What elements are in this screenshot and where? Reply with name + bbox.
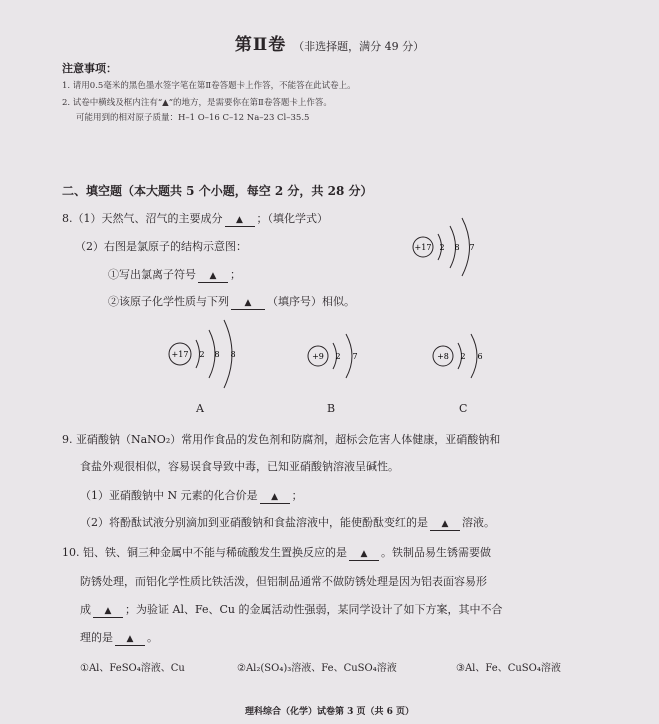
option-label-a: A (196, 402, 204, 415)
answer-blank[interactable]: ▲ (349, 548, 379, 561)
page-footer: 理科综合（化学）试卷第 3 页（共 6 页） (244, 707, 415, 717)
shell-electrons: 2 (199, 350, 205, 359)
answer-blank[interactable]: ▲ (231, 297, 265, 310)
q8-part2: （2）右图是氯原子的结构示意图： (75, 240, 247, 253)
notice-item-2: 2. 试卷中横线及框内注有“▲”的地方，是需要你在第Ⅱ卷答题卡上作答。 (62, 98, 332, 108)
title-main: 第Ⅱ卷 (234, 35, 287, 55)
answer-blank[interactable]: ▲ (225, 214, 255, 227)
q10-line-4: 理的是 ▲ 。 (80, 631, 158, 644)
option-label-c: C (459, 402, 468, 415)
electron-shell-arc (462, 218, 470, 276)
notice-heading: 注意事项： (62, 62, 117, 75)
q10-line-2: 防锈处理，而铝化学性质比铁活泼，但铝制品通常不做防锈处理是因为铝表面容易形 (80, 575, 487, 588)
page-title (0, 30, 659, 55)
notice-item-3: 可能用到的相对原子质量：H–1 O–16 C–12 Na–23 Cl–35.5 (76, 113, 310, 123)
q10-line-1: 10. 铝、铁、铜三种金属中不能与稀硫酸发生置换反应的是 ▲ 。铁制品易生锈需要做 (62, 546, 491, 559)
electron-shell-arc (471, 334, 477, 378)
q10-line-3: 成 ▲ ；为验证 Al、Fe、Cu 的金属活动性强弱，某同学设计了如下方案，其中不合 (80, 603, 503, 616)
q10-option-1: ①Al、FeSO₄溶液、Cu (80, 663, 185, 674)
q10-option-2: ②Al₂(SO₄)₃溶液、Fe、CuSO₄溶液 (237, 663, 397, 674)
nucleus-charge: +17 (171, 350, 189, 359)
atom-diagram-option-c (425, 326, 505, 388)
nucleus-charge: +17 (414, 243, 432, 252)
title-subtitle: （非选择题，满分 49 分） (293, 40, 425, 53)
answer-blank[interactable]: ▲ (115, 633, 145, 646)
q9-line-1: 9. 亚硝酸钠（NaNO₂）常用作食品的发色剂和防腐剂，超标会危害人体健康，亚硝酸钠和 (62, 433, 501, 446)
option-label-b: B (327, 402, 336, 415)
nucleus-charge: +9 (312, 352, 324, 361)
answer-blank[interactable]: ▲ (198, 270, 228, 283)
q10-option-3: ③Al、Fe、CuSO₄溶液 (456, 663, 561, 674)
answer-blank[interactable]: ▲ (260, 491, 290, 504)
shell-electrons: 7 (352, 352, 358, 361)
q8-sub1: ①写出氯离子符号 ▲ ； (108, 268, 241, 281)
q8-sub2: ②该原子化学性质与下列 ▲ （填序号）相似。 (108, 295, 355, 308)
electron-shell-arc (346, 334, 352, 378)
shell-electrons: 8 (214, 350, 220, 359)
nucleus-charge: +8 (437, 352, 449, 361)
q8-part1: 8.（1）天然气、沼气的主要成分 ▲ ；（填化学式） (62, 212, 328, 225)
section-heading: 二、填空题（本大题共 5 个小题，每空 2 分，共 28 分） (62, 184, 373, 198)
shell-electrons: 2 (335, 352, 341, 361)
answer-blank[interactable]: ▲ (430, 518, 460, 531)
notice-item-1: 1. 请用0.5毫米的黑色墨水签字笔在第Ⅱ卷答题卡上作答，不能答在此试卷上。 (62, 81, 356, 91)
shell-electrons: 7 (469, 243, 475, 252)
shell-electrons: 8 (230, 350, 236, 359)
atom-diagram-option-a (160, 316, 260, 392)
shell-electrons: 2 (439, 243, 445, 252)
answer-blank[interactable]: ▲ (93, 605, 123, 618)
atom-diagram-option-b (300, 326, 380, 388)
q9-line-2: 食盐外观很相似，容易误食导致中毒，已知亚硝酸钠溶液呈碱性。 (80, 460, 399, 473)
q9-part1: （1）亚硝酸钠中 N 元素的化合价是 ▲ ； (80, 489, 303, 502)
shell-electrons: 6 (477, 352, 483, 361)
chlorine-atom-diagram (405, 212, 505, 284)
q9-part2: （2）将酚酞试液分别滴加到亚硝酸钠和食盐溶液中，能使酚酞变红的是 ▲ 溶液。 (80, 516, 495, 529)
shell-electrons: 2 (460, 352, 466, 361)
shell-electrons: 8 (454, 243, 460, 252)
